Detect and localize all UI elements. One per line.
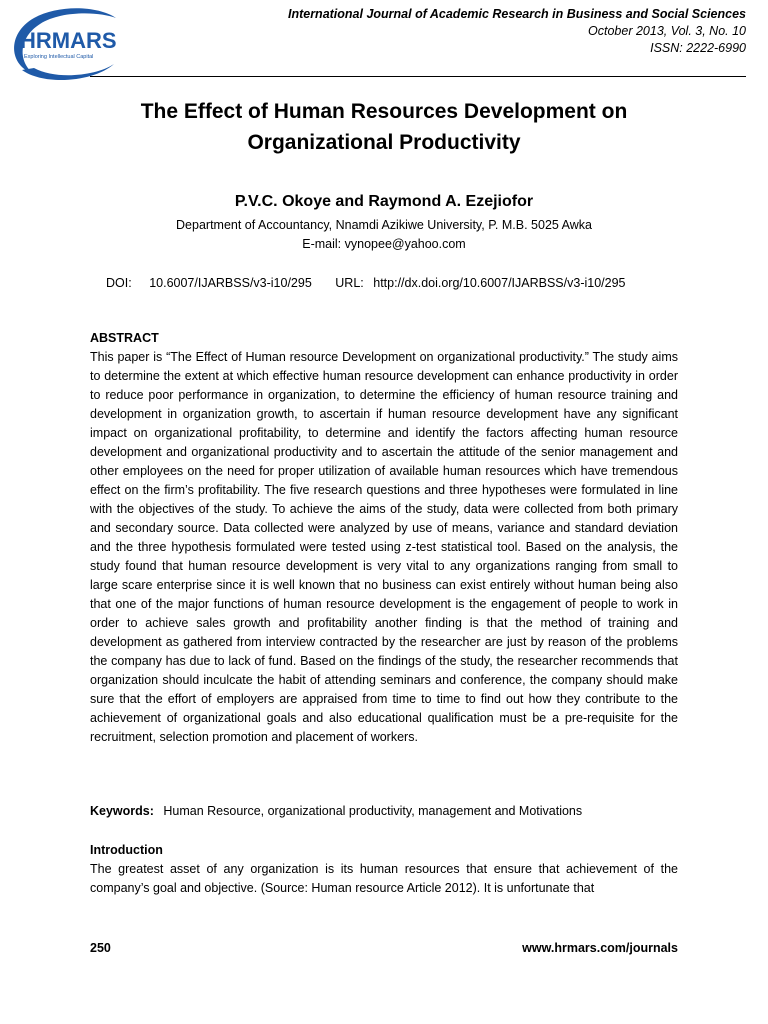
journal-name: International Journal of Academic Research in Business and Social Sciences [287, 7, 746, 21]
url-link[interactable]: http://dx.doi.org/10.6007/IJARBSS/v3-i10/295 [373, 276, 626, 290]
publisher-logo [4, 4, 124, 82]
footer-url-link[interactable]: www.hrmars.com/journals [522, 941, 678, 955]
journal-issue: October 2013, Vol. 3, No. 10 [588, 24, 746, 38]
journal-issn: ISSN: 2222-6990 [650, 41, 746, 55]
author-email: E-mail: vynopee@yahoo.com [302, 237, 466, 251]
abstract-heading: ABSTRACT [90, 331, 159, 345]
doi-value[interactable]: 10.6007/IJARBSS/v3-i10/295 [149, 276, 312, 290]
paper-title-line-1: The Effect of Human Resources Development on [140, 100, 628, 123]
keywords-text: Human Resource, organizational productivity, management and Motivations [163, 804, 583, 818]
logo-tagline: Exploring Intellectual Capital [24, 54, 94, 60]
page-number: 250 [90, 941, 111, 955]
paper-title-line-2: Organizational Productivity [247, 131, 521, 154]
doi-label: DOI: [106, 276, 132, 290]
keywords-line [90, 802, 678, 821]
author-affiliation-block [90, 216, 678, 254]
journal-header [288, 6, 746, 57]
introduction-text: The greatest asset of any organization is its human resources that ensure that achievement of the company’s goal and objective. (Source: Human resource Article 2012). It is unfortunate that [90, 862, 678, 895]
logo-swoosh-icon [4, 4, 124, 82]
logo-hr-text: HRMARS [20, 28, 117, 53]
paper-title [90, 96, 678, 158]
keywords-label: Keywords: [90, 804, 154, 818]
paper-authors: P.V.C. Okoye and Raymond A. Ezejiofor [234, 193, 534, 210]
author-affiliation: Department of Accountancy, Nnamdi Azikiwe University, P. M.B. 5025 Awka [176, 218, 592, 232]
doi-url-line [106, 274, 646, 292]
header-divider [90, 76, 746, 77]
introduction-heading: Introduction [90, 843, 163, 857]
abstract-text: This paper is “The Effect of Human resource Development on organizational productivity.” The study aims to determine the extent at which effective human resource development can enhance productivity in order to reduce poor performance in organization, to determine the efficiency of human resource training and development in organization growth, to ascertain if human resource development have any significant impact on organizational profitability, to determine and identify the factors affecting human resource development and organizational productivity and to ascertain the attitude of the senior management and other employees on the need for proper utilization of available human resources which have tremendous effect on the firm’s profitability. The five research questions and three hypotheses were formulated in line with the objectives of the study. To achieve the aims of the study, data were collected from both primary and secondary source. Data collected were analyzed by use of means, variance and standard deviation and the three hypothesis formulated were tested using z-test statistical tool. Based on the analysis, the study found that human resource development is very vital to any organizations ranging from small to large scare enterprise since it is well known that no business can exist entirely without human being also that one of the major functions of human resource development is the engagement of people to work in order to achieve sales growth and profitability another finding is that the method of training and development as gathered from interview contracted by the researcher are just by reason of the problems the company has due to lack of fund. Based on the findings of the study, the researcher recommends that organization should inculcate the habit of attending seminars and conference, the company should make sure that the effort of employers are appraised from time to time to find out how they contribute to the achievement of organizational goals and also educational qualification must be a pre-requisite for the recruitment, selection promotion and placement of workers. [90, 350, 678, 744]
url-label: URL: [335, 276, 364, 290]
